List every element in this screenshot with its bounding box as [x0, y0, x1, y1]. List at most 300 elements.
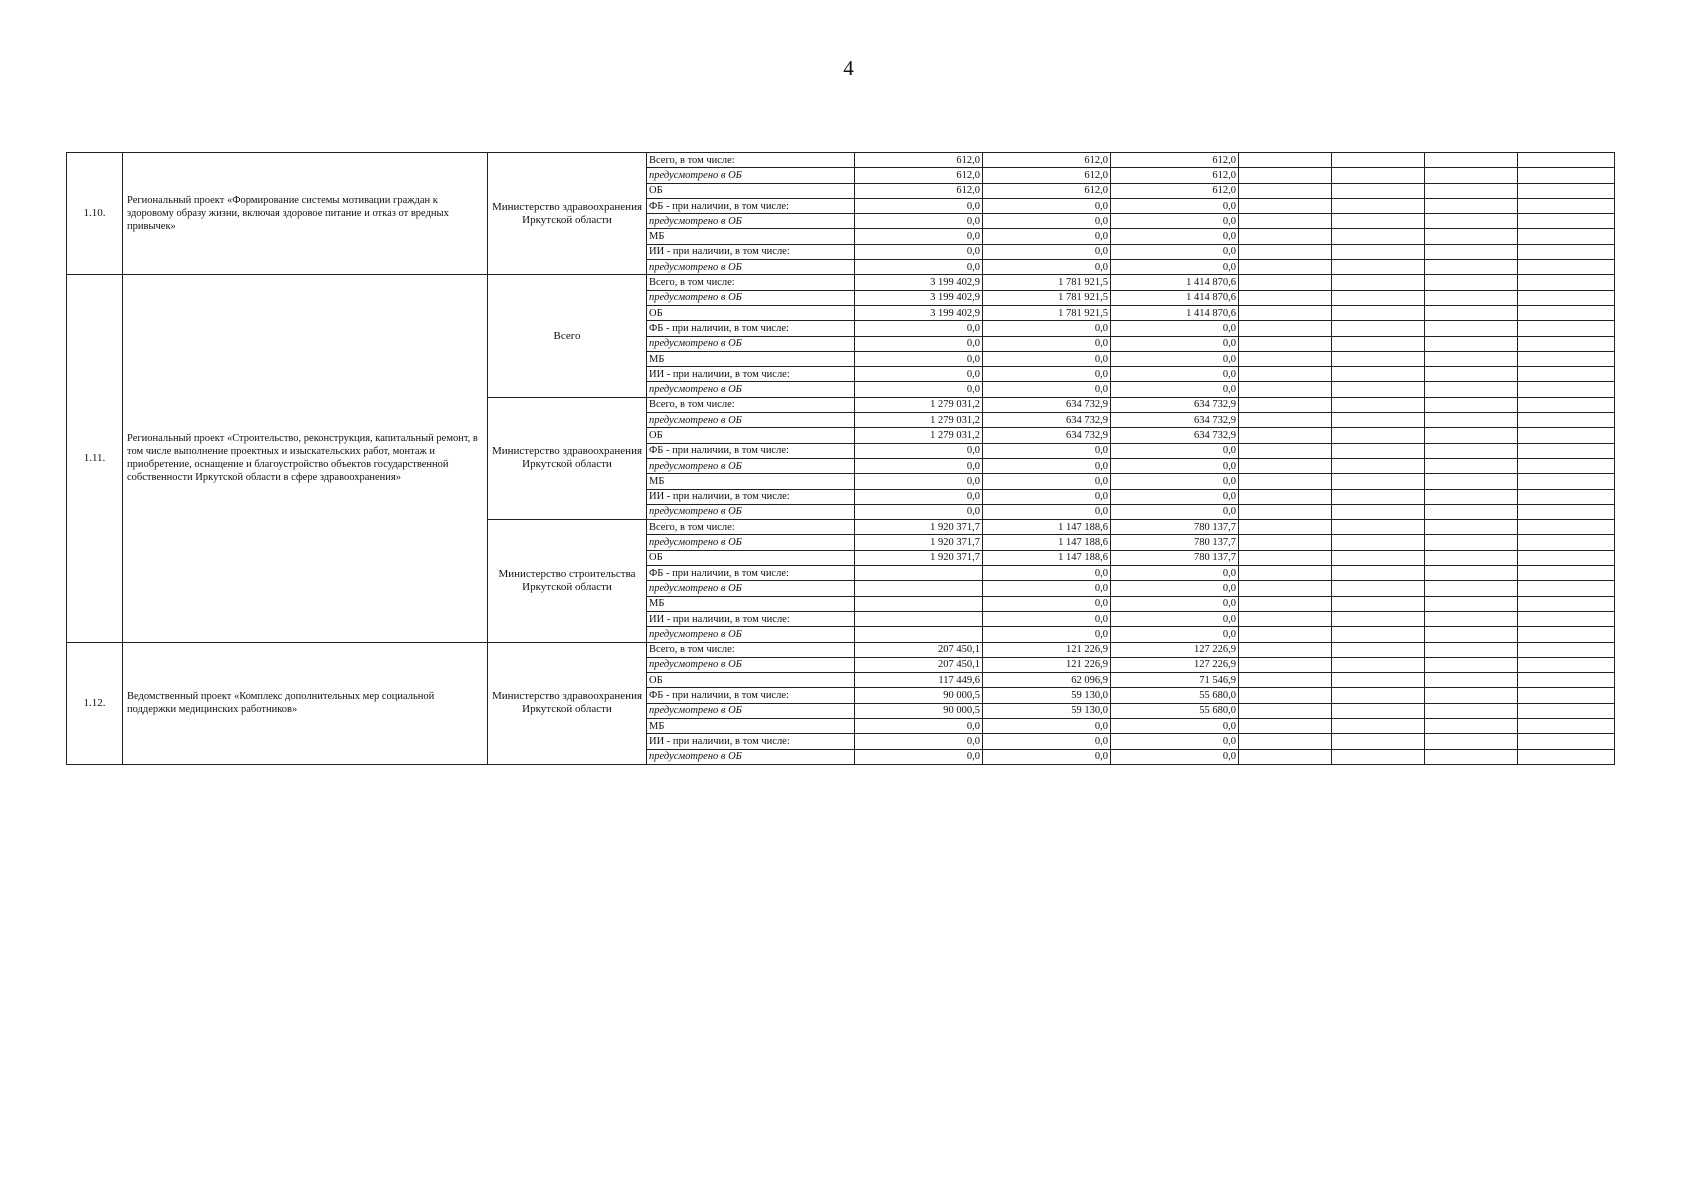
funding-source-label: ФБ - при наличии, в том числе: [647, 443, 855, 458]
amount-year-3: 0,0 [1111, 489, 1239, 504]
amount-year-2: 0,0 [983, 627, 1111, 642]
empty-amount-cell [1239, 611, 1332, 626]
empty-amount-cell [1332, 718, 1425, 733]
empty-amount-cell [1425, 657, 1518, 672]
funding-source-label: ФБ - при наличии, в том числе: [647, 321, 855, 336]
empty-amount-cell [1425, 382, 1518, 397]
amount-year-2: 0,0 [983, 244, 1111, 259]
empty-amount-cell [1425, 642, 1518, 657]
empty-amount-cell [1332, 566, 1425, 581]
amount-year-3: 0,0 [1111, 367, 1239, 382]
empty-amount-cell [1239, 428, 1332, 443]
amount-year-2: 1 781 921,5 [983, 290, 1111, 305]
empty-amount-cell [1425, 336, 1518, 351]
empty-amount-cell [1332, 382, 1425, 397]
empty-amount-cell [1425, 718, 1518, 733]
amount-year-1 [855, 581, 983, 596]
empty-amount-cell [1332, 489, 1425, 504]
empty-amount-cell [1239, 718, 1332, 733]
empty-amount-cell [1518, 474, 1615, 489]
amount-year-1: 0,0 [855, 474, 983, 489]
amount-year-1: 612,0 [855, 168, 983, 183]
empty-amount-cell [1425, 290, 1518, 305]
amount-year-2: 121 226,9 [983, 642, 1111, 657]
funding-source-label: ИИ - при наличии, в том числе: [647, 244, 855, 259]
budget-table [66, 152, 1615, 765]
empty-amount-cell [1239, 183, 1332, 198]
empty-amount-cell [1518, 749, 1615, 764]
funding-source-label: предусмотрено в ОБ [647, 703, 855, 718]
empty-amount-cell [1332, 749, 1425, 764]
amount-year-2: 0,0 [983, 596, 1111, 611]
empty-amount-cell [1518, 535, 1615, 550]
amount-year-3: 127 226,9 [1111, 642, 1239, 657]
amount-year-2: 1 781 921,5 [983, 305, 1111, 320]
funding-source-label: предусмотрено в ОБ [647, 535, 855, 550]
amount-year-3: 71 546,9 [1111, 673, 1239, 688]
empty-amount-cell [1239, 260, 1332, 275]
empty-amount-cell [1425, 413, 1518, 428]
empty-amount-cell [1425, 397, 1518, 412]
amount-year-3: 634 732,9 [1111, 413, 1239, 428]
amount-year-1: 1 279 031,2 [855, 428, 983, 443]
empty-amount-cell [1332, 474, 1425, 489]
empty-amount-cell [1332, 397, 1425, 412]
responsible-executor: Всего [488, 275, 647, 397]
table-row [67, 275, 1615, 290]
funding-source-label: ФБ - при наличии, в том числе: [647, 688, 855, 703]
amount-year-1: 0,0 [855, 367, 983, 382]
empty-amount-cell [1425, 244, 1518, 259]
empty-amount-cell [1332, 550, 1425, 565]
empty-amount-cell [1332, 198, 1425, 213]
empty-amount-cell [1425, 611, 1518, 626]
empty-amount-cell [1518, 183, 1615, 198]
empty-amount-cell [1518, 734, 1615, 749]
amount-year-3: 0,0 [1111, 214, 1239, 229]
empty-amount-cell [1518, 673, 1615, 688]
amount-year-3: 0,0 [1111, 749, 1239, 764]
funding-source-label: предусмотрено в ОБ [647, 749, 855, 764]
empty-amount-cell [1239, 351, 1332, 366]
empty-amount-cell [1518, 275, 1615, 290]
empty-amount-cell [1332, 260, 1425, 275]
empty-amount-cell [1332, 535, 1425, 550]
amount-year-3: 127 226,9 [1111, 657, 1239, 672]
empty-amount-cell [1425, 627, 1518, 642]
amount-year-2: 0,0 [983, 198, 1111, 213]
empty-amount-cell [1332, 275, 1425, 290]
funding-source-label: предусмотрено в ОБ [647, 382, 855, 397]
amount-year-3: 1 414 870,6 [1111, 305, 1239, 320]
amount-year-2: 0,0 [983, 566, 1111, 581]
amount-year-2: 62 096,9 [983, 673, 1111, 688]
empty-amount-cell [1518, 229, 1615, 244]
funding-source-label: ФБ - при наличии, в том числе: [647, 198, 855, 213]
empty-amount-cell [1518, 596, 1615, 611]
empty-amount-cell [1332, 214, 1425, 229]
amount-year-1: 207 450,1 [855, 642, 983, 657]
amount-year-3: 634 732,9 [1111, 428, 1239, 443]
amount-year-3: 0,0 [1111, 474, 1239, 489]
amount-year-2: 0,0 [983, 214, 1111, 229]
empty-amount-cell [1518, 611, 1615, 626]
amount-year-1: 3 199 402,9 [855, 305, 983, 320]
empty-amount-cell [1518, 504, 1615, 519]
amount-year-2: 0,0 [983, 229, 1111, 244]
empty-amount-cell [1425, 321, 1518, 336]
empty-amount-cell [1239, 474, 1332, 489]
empty-amount-cell [1425, 351, 1518, 366]
empty-amount-cell [1239, 734, 1332, 749]
funding-source-label: Всего, в том числе: [647, 520, 855, 535]
empty-amount-cell [1239, 382, 1332, 397]
empty-amount-cell [1239, 566, 1332, 581]
empty-amount-cell [1332, 581, 1425, 596]
empty-amount-cell [1239, 214, 1332, 229]
empty-amount-cell [1518, 290, 1615, 305]
empty-amount-cell [1239, 642, 1332, 657]
amount-year-1: 0,0 [855, 214, 983, 229]
empty-amount-cell [1518, 336, 1615, 351]
empty-amount-cell [1239, 688, 1332, 703]
empty-amount-cell [1239, 397, 1332, 412]
amount-year-1: 117 449,6 [855, 673, 983, 688]
funding-source-label: ИИ - при наличии, в том числе: [647, 489, 855, 504]
amount-year-1: 0,0 [855, 458, 983, 473]
amount-year-2: 0,0 [983, 504, 1111, 519]
project-name: Региональный проект «Формирование системы мотивации граждан к здоровому образу жизни, включая здоровое питание и отказ от вредных привычек» [123, 153, 488, 275]
funding-source-label: предусмотрено в ОБ [647, 504, 855, 519]
funding-source-label: ОБ [647, 550, 855, 565]
amount-year-2: 121 226,9 [983, 657, 1111, 672]
amount-year-1: 612,0 [855, 153, 983, 168]
empty-amount-cell [1332, 688, 1425, 703]
empty-amount-cell [1518, 657, 1615, 672]
empty-amount-cell [1425, 550, 1518, 565]
empty-amount-cell [1239, 520, 1332, 535]
empty-amount-cell [1332, 367, 1425, 382]
amount-year-1: 0,0 [855, 504, 983, 519]
empty-amount-cell [1518, 688, 1615, 703]
amount-year-1: 612,0 [855, 183, 983, 198]
amount-year-3: 0,0 [1111, 504, 1239, 519]
empty-amount-cell [1518, 458, 1615, 473]
amount-year-2: 1 781 921,5 [983, 275, 1111, 290]
empty-amount-cell [1518, 443, 1615, 458]
funding-source-label: предусмотрено в ОБ [647, 458, 855, 473]
amount-year-2: 0,0 [983, 336, 1111, 351]
empty-amount-cell [1239, 275, 1332, 290]
funding-source-label: ОБ [647, 183, 855, 198]
amount-year-1: 0,0 [855, 443, 983, 458]
amount-year-2: 59 130,0 [983, 688, 1111, 703]
amount-year-1: 0,0 [855, 321, 983, 336]
amount-year-1 [855, 611, 983, 626]
amount-year-3: 0,0 [1111, 458, 1239, 473]
funding-source-label: предусмотрено в ОБ [647, 657, 855, 672]
empty-amount-cell [1425, 305, 1518, 320]
empty-amount-cell [1518, 153, 1615, 168]
amount-year-3: 0,0 [1111, 382, 1239, 397]
funding-source-label: МБ [647, 718, 855, 733]
amount-year-2: 0,0 [983, 474, 1111, 489]
amount-year-1 [855, 566, 983, 581]
amount-year-3: 0,0 [1111, 260, 1239, 275]
amount-year-2: 59 130,0 [983, 703, 1111, 718]
amount-year-3: 0,0 [1111, 198, 1239, 213]
empty-amount-cell [1239, 153, 1332, 168]
empty-amount-cell [1518, 367, 1615, 382]
funding-source-label: МБ [647, 229, 855, 244]
empty-amount-cell [1239, 581, 1332, 596]
amount-year-3: 0,0 [1111, 229, 1239, 244]
amount-year-2: 0,0 [983, 367, 1111, 382]
amount-year-1: 1 279 031,2 [855, 413, 983, 428]
empty-amount-cell [1425, 688, 1518, 703]
funding-source-label: ОБ [647, 305, 855, 320]
funding-source-label: МБ [647, 596, 855, 611]
amount-year-1: 0,0 [855, 749, 983, 764]
amount-year-1: 1 920 371,7 [855, 550, 983, 565]
empty-amount-cell [1518, 703, 1615, 718]
empty-amount-cell [1518, 566, 1615, 581]
amount-year-2: 1 147 188,6 [983, 520, 1111, 535]
empty-amount-cell [1518, 489, 1615, 504]
amount-year-1: 0,0 [855, 734, 983, 749]
amount-year-1: 3 199 402,9 [855, 275, 983, 290]
table-row [67, 642, 1615, 657]
amount-year-2: 0,0 [983, 351, 1111, 366]
amount-year-3: 634 732,9 [1111, 397, 1239, 412]
amount-year-1: 0,0 [855, 489, 983, 504]
empty-amount-cell [1239, 749, 1332, 764]
empty-amount-cell [1332, 458, 1425, 473]
amount-year-3: 612,0 [1111, 168, 1239, 183]
empty-amount-cell [1239, 198, 1332, 213]
empty-amount-cell [1239, 703, 1332, 718]
amount-year-2: 634 732,9 [983, 428, 1111, 443]
empty-amount-cell [1518, 168, 1615, 183]
amount-year-3: 1 414 870,6 [1111, 275, 1239, 290]
empty-amount-cell [1425, 443, 1518, 458]
funding-source-label: предусмотрено в ОБ [647, 214, 855, 229]
empty-amount-cell [1518, 413, 1615, 428]
empty-amount-cell [1425, 520, 1518, 535]
amount-year-3: 0,0 [1111, 351, 1239, 366]
amount-year-2: 0,0 [983, 443, 1111, 458]
empty-amount-cell [1518, 627, 1615, 642]
empty-amount-cell [1518, 718, 1615, 733]
amount-year-3: 0,0 [1111, 244, 1239, 259]
empty-amount-cell [1332, 229, 1425, 244]
amount-year-3: 0,0 [1111, 627, 1239, 642]
empty-amount-cell [1518, 351, 1615, 366]
amount-year-1: 1 920 371,7 [855, 520, 983, 535]
amount-year-1: 0,0 [855, 244, 983, 259]
empty-amount-cell [1425, 474, 1518, 489]
responsible-executor: Министерство здравоохранения Иркутской области [488, 153, 647, 275]
amount-year-2: 612,0 [983, 153, 1111, 168]
empty-amount-cell [1518, 550, 1615, 565]
empty-amount-cell [1239, 657, 1332, 672]
empty-amount-cell [1425, 489, 1518, 504]
empty-amount-cell [1239, 336, 1332, 351]
amount-year-3: 55 680,0 [1111, 703, 1239, 718]
empty-amount-cell [1332, 520, 1425, 535]
funding-source-label: предусмотрено в ОБ [647, 413, 855, 428]
amount-year-3: 0,0 [1111, 611, 1239, 626]
empty-amount-cell [1518, 581, 1615, 596]
empty-amount-cell [1518, 428, 1615, 443]
page-number: 4 [843, 56, 854, 80]
amount-year-3: 780 137,7 [1111, 520, 1239, 535]
amount-year-3: 0,0 [1111, 336, 1239, 351]
amount-year-1 [855, 627, 983, 642]
amount-year-1: 0,0 [855, 198, 983, 213]
empty-amount-cell [1332, 305, 1425, 320]
empty-amount-cell [1332, 627, 1425, 642]
amount-year-1: 90 000,5 [855, 688, 983, 703]
funding-source-label: Всего, в том числе: [647, 275, 855, 290]
amount-year-3: 780 137,7 [1111, 535, 1239, 550]
empty-amount-cell [1239, 290, 1332, 305]
empty-amount-cell [1425, 504, 1518, 519]
amount-year-2: 0,0 [983, 718, 1111, 733]
empty-amount-cell [1239, 443, 1332, 458]
amount-year-2: 0,0 [983, 749, 1111, 764]
amount-year-3: 1 414 870,6 [1111, 290, 1239, 305]
empty-amount-cell [1332, 596, 1425, 611]
amount-year-3: 0,0 [1111, 443, 1239, 458]
empty-amount-cell [1518, 198, 1615, 213]
empty-amount-cell [1332, 657, 1425, 672]
amount-year-2: 0,0 [983, 489, 1111, 504]
empty-amount-cell [1425, 214, 1518, 229]
amount-year-2: 1 147 188,6 [983, 550, 1111, 565]
funding-source-label: Всего, в том числе: [647, 153, 855, 168]
empty-amount-cell [1425, 673, 1518, 688]
amount-year-3: 0,0 [1111, 581, 1239, 596]
funding-source-label: Всего, в том числе: [647, 397, 855, 412]
empty-amount-cell [1239, 229, 1332, 244]
empty-amount-cell [1425, 566, 1518, 581]
empty-amount-cell [1239, 413, 1332, 428]
project-number: 1.12. [67, 642, 123, 764]
amount-year-1: 207 450,1 [855, 657, 983, 672]
amount-year-1: 0,0 [855, 229, 983, 244]
empty-amount-cell [1332, 183, 1425, 198]
funding-source-label: предусмотрено в ОБ [647, 336, 855, 351]
empty-amount-cell [1332, 504, 1425, 519]
empty-amount-cell [1518, 397, 1615, 412]
empty-amount-cell [1425, 168, 1518, 183]
empty-amount-cell [1518, 321, 1615, 336]
empty-amount-cell [1425, 198, 1518, 213]
empty-amount-cell [1239, 673, 1332, 688]
amount-year-1: 1 920 371,7 [855, 535, 983, 550]
empty-amount-cell [1518, 382, 1615, 397]
funding-source-label: ИИ - при наличии, в том числе: [647, 611, 855, 626]
amount-year-3: 612,0 [1111, 153, 1239, 168]
empty-amount-cell [1425, 260, 1518, 275]
table-row [67, 153, 1615, 168]
responsible-executor: Министерство строительства Иркутской области [488, 520, 647, 642]
empty-amount-cell [1425, 749, 1518, 764]
empty-amount-cell [1332, 413, 1425, 428]
project-number: 1.11. [67, 275, 123, 642]
empty-amount-cell [1518, 642, 1615, 657]
funding-source-label: предусмотрено в ОБ [647, 627, 855, 642]
funding-source-label: Всего, в том числе: [647, 642, 855, 657]
empty-amount-cell [1239, 305, 1332, 320]
empty-amount-cell [1425, 535, 1518, 550]
empty-amount-cell [1332, 351, 1425, 366]
funding-source-label: ОБ [647, 673, 855, 688]
empty-amount-cell [1332, 443, 1425, 458]
empty-amount-cell [1239, 244, 1332, 259]
empty-amount-cell [1239, 535, 1332, 550]
amount-year-1: 90 000,5 [855, 703, 983, 718]
funding-source-label: предусмотрено в ОБ [647, 290, 855, 305]
funding-source-label: ФБ - при наличии, в том числе: [647, 566, 855, 581]
empty-amount-cell [1425, 581, 1518, 596]
funding-source-label: ОБ [647, 428, 855, 443]
amount-year-3: 612,0 [1111, 183, 1239, 198]
amount-year-3: 0,0 [1111, 734, 1239, 749]
amount-year-2: 634 732,9 [983, 413, 1111, 428]
amount-year-1: 1 279 031,2 [855, 397, 983, 412]
empty-amount-cell [1425, 367, 1518, 382]
empty-amount-cell [1425, 153, 1518, 168]
empty-amount-cell [1332, 673, 1425, 688]
empty-amount-cell [1425, 703, 1518, 718]
funding-source-label: предусмотрено в ОБ [647, 168, 855, 183]
amount-year-3: 0,0 [1111, 321, 1239, 336]
amount-year-2: 612,0 [983, 183, 1111, 198]
amount-year-2: 0,0 [983, 734, 1111, 749]
empty-amount-cell [1239, 550, 1332, 565]
empty-amount-cell [1425, 458, 1518, 473]
responsible-executor: Министерство здравоохранения Иркутской области [488, 397, 647, 519]
amount-year-1: 0,0 [855, 260, 983, 275]
responsible-executor: Министерство здравоохранения Иркутской области [488, 642, 647, 764]
funding-source-label: МБ [647, 474, 855, 489]
project-name: Ведомственный проект «Комплекс дополнительных мер социальной поддержки медицинских работников» [123, 642, 488, 764]
empty-amount-cell [1239, 489, 1332, 504]
amount-year-2: 612,0 [983, 168, 1111, 183]
amount-year-3: 780 137,7 [1111, 550, 1239, 565]
empty-amount-cell [1425, 596, 1518, 611]
empty-amount-cell [1332, 244, 1425, 259]
amount-year-2: 0,0 [983, 321, 1111, 336]
empty-amount-cell [1332, 703, 1425, 718]
funding-source-label: предусмотрено в ОБ [647, 581, 855, 596]
empty-amount-cell [1332, 336, 1425, 351]
empty-amount-cell [1518, 244, 1615, 259]
empty-amount-cell [1239, 168, 1332, 183]
empty-amount-cell [1425, 734, 1518, 749]
empty-amount-cell [1239, 458, 1332, 473]
project-name: Региональный проект «Строительство, реконструкция, капитальный ремонт, в том числе выполнение проектных и изыскательских работ, монтаж и приобретение, оснащение и благоустройство объектов государственной собственности Иркутской области в сфере здравоохранения» [123, 275, 488, 642]
empty-amount-cell [1332, 428, 1425, 443]
funding-source-label: МБ [647, 351, 855, 366]
empty-amount-cell [1518, 305, 1615, 320]
amount-year-1: 0,0 [855, 382, 983, 397]
amount-year-2: 634 732,9 [983, 397, 1111, 412]
amount-year-2: 0,0 [983, 458, 1111, 473]
empty-amount-cell [1332, 153, 1425, 168]
